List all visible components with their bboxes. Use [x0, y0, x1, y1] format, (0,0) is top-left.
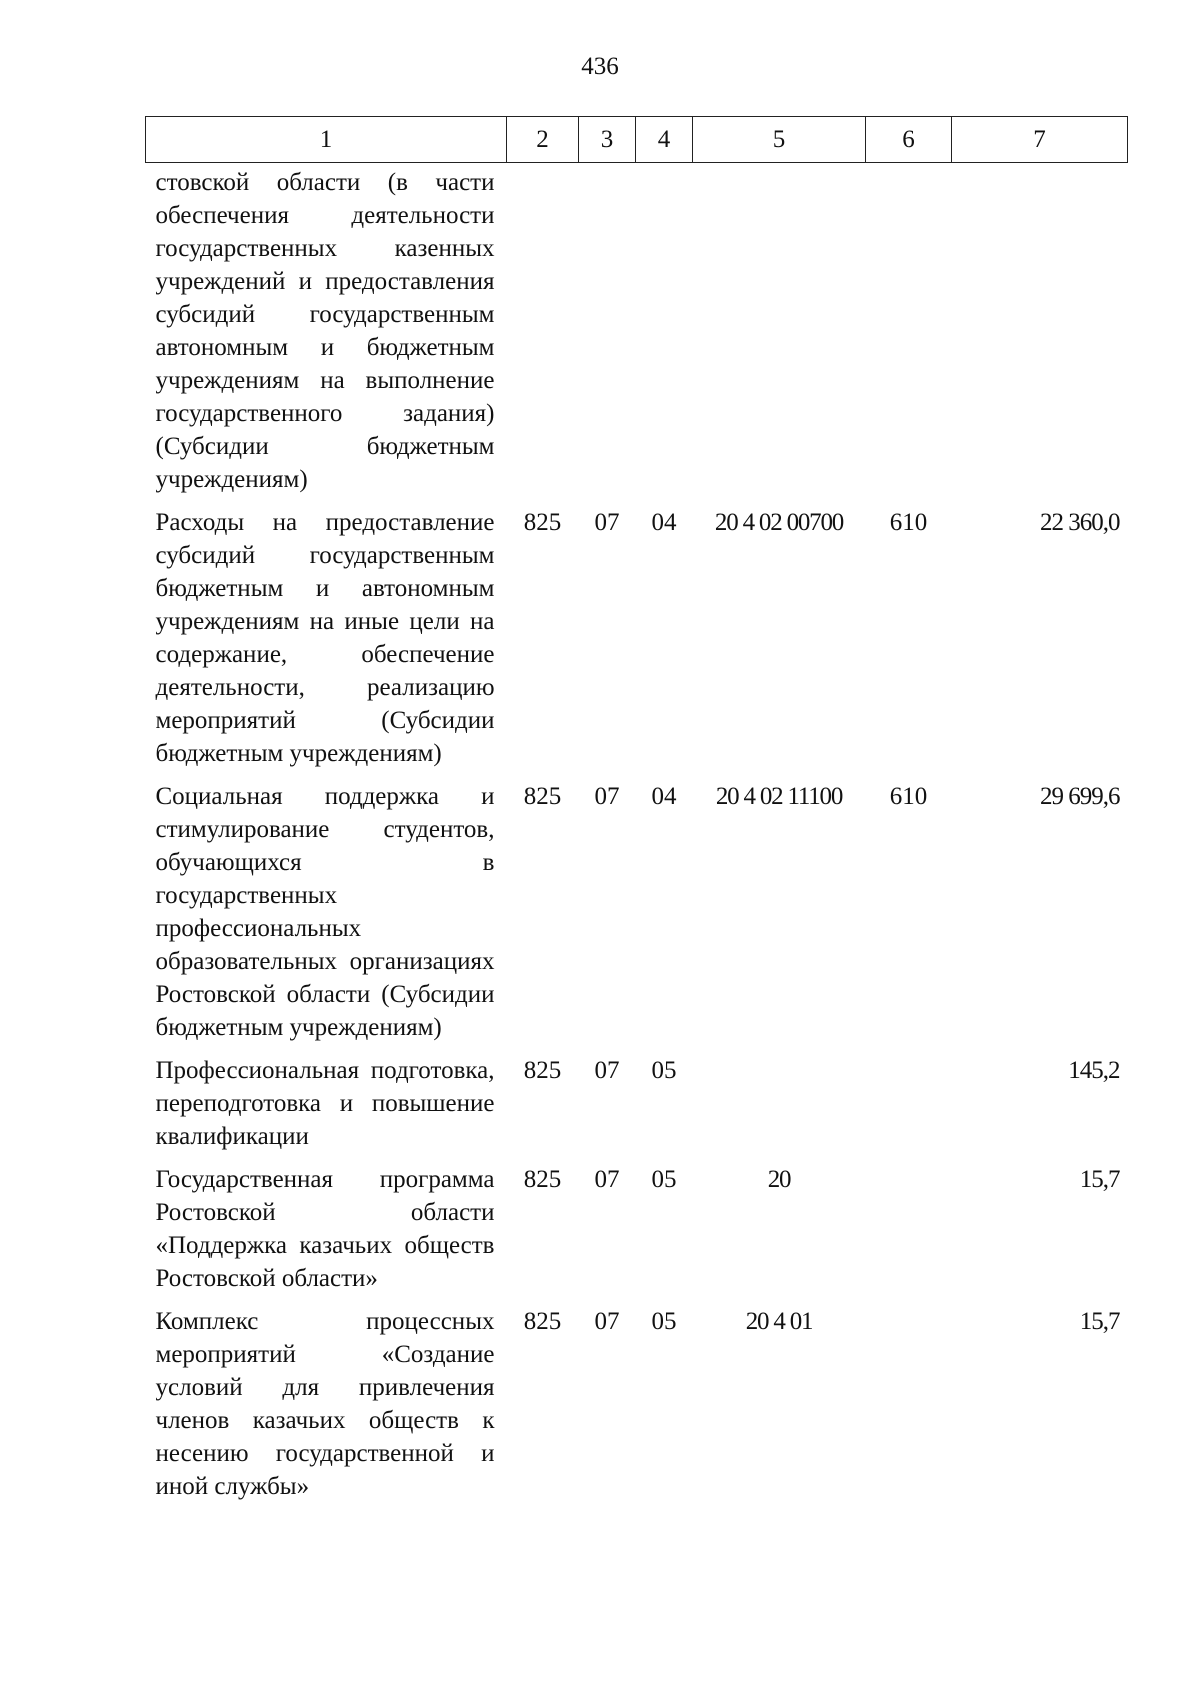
- cell-subsection: 05: [651, 1166, 677, 1193]
- cell-expense-type: [866, 163, 952, 503]
- column-header-3: 3: [579, 117, 636, 163]
- row-description: Профессиональная подготовка, переподготовка и повышение квалификации: [155, 1057, 495, 1150]
- cell-amount: 22 360,0: [1040, 509, 1120, 536]
- column-header-1: 1: [146, 117, 507, 163]
- cell-target-article: [693, 163, 866, 503]
- cell-subsection: 04: [651, 509, 677, 536]
- cell-section: 07: [594, 509, 620, 536]
- table-row: [146, 1050, 1128, 1159]
- page-number: 436: [581, 53, 619, 80]
- row-description: Комплекс процессных мероприятий «Создание условий для привлечения членов казачьих обществ к несению государственной и иной службы»: [155, 1308, 495, 1500]
- table-row: [146, 776, 1128, 1050]
- table-row: [146, 163, 1128, 503]
- cell-subsection: [636, 163, 693, 503]
- cell-subsection: 05: [651, 1308, 677, 1335]
- cell-section: 07: [594, 1166, 620, 1193]
- cell-subsection: 05: [651, 1057, 677, 1084]
- table-header: [146, 117, 1128, 163]
- column-header-7: 7: [952, 117, 1128, 163]
- cell-target-article: 20: [767, 1166, 791, 1193]
- table-row: [146, 1301, 1128, 1509]
- cell-subsection: 04: [651, 783, 677, 810]
- cell-target-article: 20 4 02 11100: [715, 783, 843, 810]
- cell-amount: 15,7: [1079, 1166, 1120, 1193]
- cell-ministry-code: 825: [523, 1166, 562, 1193]
- cell-ministry-code: 825: [523, 1308, 562, 1335]
- header-row: [146, 117, 1128, 163]
- cell-amount: 145,2: [1068, 1057, 1120, 1084]
- table-row: [146, 1159, 1128, 1301]
- cell-expense-type: [866, 1301, 952, 1509]
- cell-target-article: [693, 1050, 866, 1159]
- column-header-4: 4: [636, 117, 693, 163]
- table-body: [146, 163, 1128, 1510]
- table-row: [146, 502, 1128, 776]
- cell-ministry-code: 825: [523, 783, 562, 810]
- cell-expense-type: 610: [889, 783, 928, 810]
- row-description: Социальная поддержка и стимулирование студентов, обучающихся в государственных профессиональных образовательных организациях Ростовской области (Субсидии бюджетным учреждениям): [155, 783, 495, 1041]
- cell-ministry-code: 825: [523, 509, 562, 536]
- cell-target-article: 20 4 01: [745, 1308, 813, 1335]
- cell-target-article: 20 4 02 00700: [714, 509, 844, 536]
- column-header-2: 2: [507, 117, 579, 163]
- cell-amount: [952, 163, 1128, 503]
- budget-table: [145, 116, 1128, 1509]
- row-description: Государственная программа Ростовской области «Поддержка казачьих обществ Ростовской области»: [155, 1166, 495, 1292]
- cell-ministry-code: [507, 163, 579, 503]
- row-description: Расходы на предоставление субсидий государственным бюджетным и автономным учреждениям на иные цели на содержание, обеспечение деятельности, реализацию мероприятий (Субсидии бюджетным учреждениям): [155, 509, 495, 767]
- cell-section: 07: [594, 1308, 620, 1335]
- cell-expense-type: [866, 1159, 952, 1301]
- cell-expense-type: [866, 1050, 952, 1159]
- cell-section: [579, 163, 636, 503]
- column-header-5: 5: [693, 117, 866, 163]
- cell-section: 07: [594, 783, 620, 810]
- cell-expense-type: 610: [889, 509, 928, 536]
- row-description: стовской области (в части обеспечения деятельности государственных казенных учреждений и предоставления субсидий государственным автономным и бюджетным учреждениям на выполнение государственного задания) (Субсидии бюджетным учреждениям): [155, 169, 495, 493]
- cell-ministry-code: 825: [523, 1057, 562, 1084]
- cell-section: 07: [594, 1057, 620, 1084]
- column-header-6: 6: [866, 117, 952, 163]
- cell-amount: 15,7: [1079, 1308, 1120, 1335]
- cell-amount: 29 699,6: [1040, 783, 1120, 810]
